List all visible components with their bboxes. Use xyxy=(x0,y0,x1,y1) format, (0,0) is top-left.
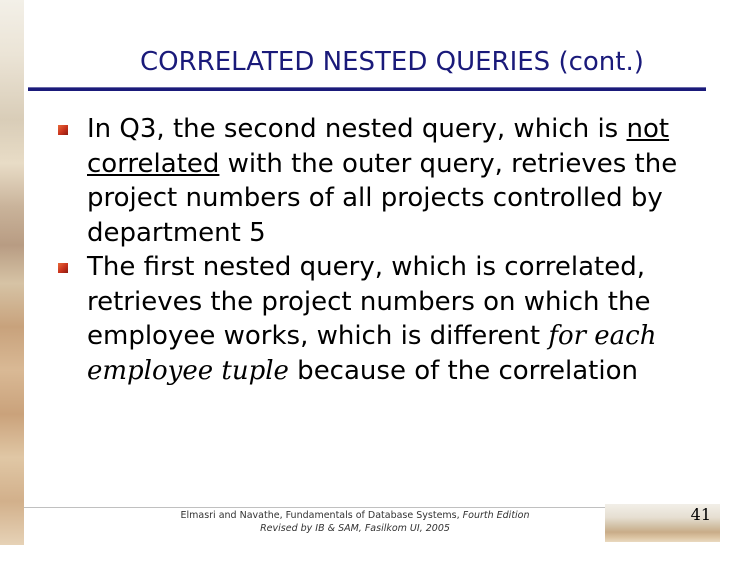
footer-edition: Fourth Edition xyxy=(462,510,530,521)
bullet-item-1 xyxy=(58,112,708,250)
bullet-2-text-after: because of the correlation xyxy=(288,355,638,386)
footer-credits xyxy=(170,509,540,535)
left-decorative-strip xyxy=(0,0,24,545)
bullet-list xyxy=(58,112,708,388)
bullet-1-underlined-text: not correlated xyxy=(87,114,670,179)
footer-citation: Elmasri and Navathe, Fundamentals of Database Systems, xyxy=(180,510,463,521)
bullet-item-2 xyxy=(58,250,708,388)
bullet-1-text-after: with the outer query, retrieves the project numbers of all projects controlled by department 5 xyxy=(87,148,678,248)
bullet-1-text-before: In Q3, the second nested query, which is xyxy=(87,114,627,144)
bullet-2-italic-text: for each employee tuple xyxy=(87,321,657,386)
title-divider xyxy=(28,87,706,91)
footer-line-2: Revised by IB & SAM, Fasilkom UI, 2005 xyxy=(260,523,450,534)
bullet-2-text-before: The first nested query, which is correlated, retrieves the project numbers on which the employee works, which is different xyxy=(87,252,651,351)
bullet-square-icon xyxy=(58,125,68,135)
slide-title: CORRELATED NESTED QUERIES (cont.) xyxy=(140,47,644,77)
page-number: 41 xyxy=(690,505,711,524)
footer-line-1 xyxy=(170,509,540,522)
bullet-square-icon xyxy=(58,263,68,273)
